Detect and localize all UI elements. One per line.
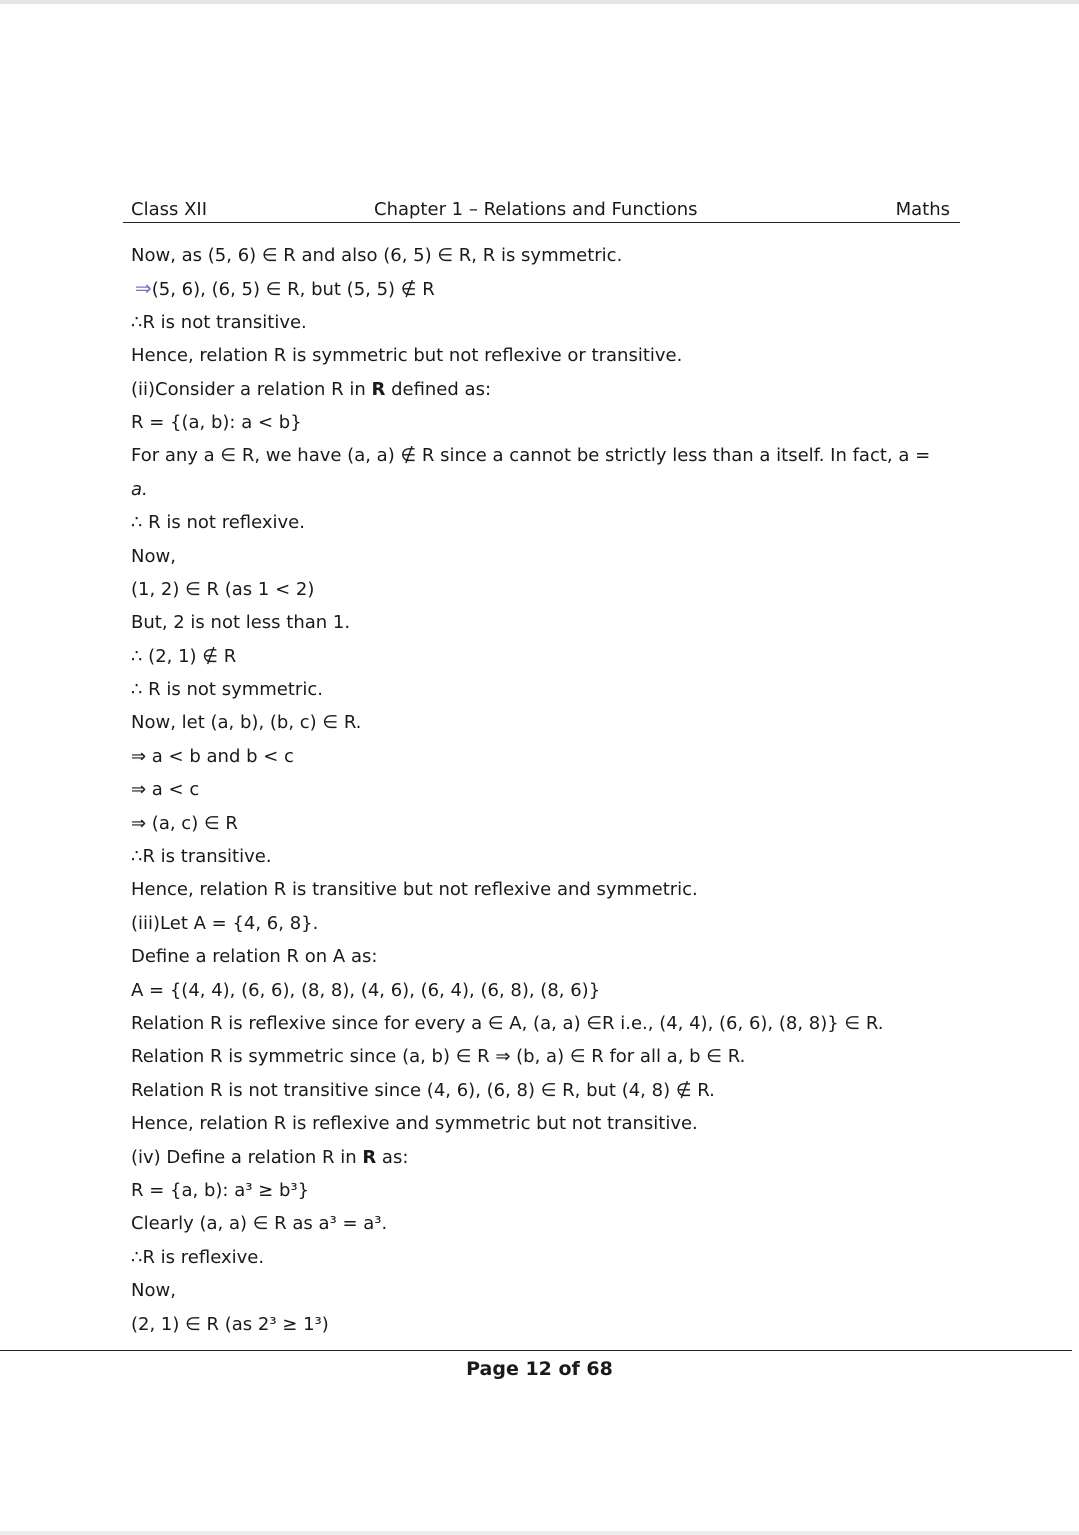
text-line: (ii)Consider a relation R in R defined as: <box>131 378 492 400</box>
bottom-edge <box>0 1531 1079 1535</box>
text-line: A = {(4, 4), (6, 6), (8, 8), (4, 6), (6, 4), (6, 8), (8, 6)} <box>131 979 601 1001</box>
text-line: Define a relation R on A as: <box>131 946 378 968</box>
text-line: (1, 2) ∈ R (as 1 < 2) <box>131 578 315 600</box>
text-line: ∴R is transitive. <box>131 846 272 868</box>
text-line: Hence, relation R is reflexive and symmetric but not transitive. <box>131 1113 698 1135</box>
text-line: Relation R is reflexive since for every a ∈ A, (a, a) ∈R i.e., (4, 4), (6, 6), (8, 8)} ∈ R. <box>131 1012 884 1034</box>
text-line: ∴ R is not reflexive. <box>131 512 305 534</box>
text-line: ∴R is not transitive. <box>131 311 307 333</box>
text-line: For any a ∈ R, we have (a, a) ∉ R since a cannot be strictly less than a itself. In fact, a = <box>131 445 931 467</box>
text-line: (2, 1) ∈ R (as 2³ ≥ 1³) <box>131 1313 329 1335</box>
text-line: ⇒(5, 6), (6, 5) ∈ R, but (5, 5) ∉ R <box>135 276 435 301</box>
text-line: Now, <box>131 1280 176 1302</box>
header-subject: Maths <box>895 199 950 220</box>
text-line: Hence, relation R is symmetric but not reflexive or transitive. <box>131 345 683 367</box>
text-line: But, 2 is not less than 1. <box>131 612 351 634</box>
text-line: ⇒ a < b and b < c <box>131 745 294 767</box>
text-line: Now, as (5, 6) ∈ R and also (6, 5) ∈ R, R is symmetric. <box>131 245 623 266</box>
text-line: ∴ (2, 1) ∉ R <box>131 645 237 667</box>
text-line: ∴ R is not symmetric. <box>131 679 323 701</box>
page-header <box>123 197 960 223</box>
text-line: R = {a, b): a³ ≥ b³} <box>131 1179 310 1201</box>
implies-arrow-icon: ⇒ <box>135 276 152 301</box>
text-line: ∴R is reflexive. <box>131 1246 265 1268</box>
header-class: Class XII <box>131 199 208 220</box>
page-body <box>131 239 961 1341</box>
text-line: ⇒ a < c <box>131 779 200 801</box>
text-line: ⇒ (a, c) ∈ R <box>131 812 238 834</box>
page-number: Page 12 of 68 <box>466 1358 613 1380</box>
header-chapter: Chapter 1 – Relations and Functions <box>374 199 698 220</box>
text-line: (iii)Let A = {4, 6, 8}. <box>131 912 319 934</box>
text-line: a. <box>131 478 148 500</box>
text-line: Clearly (a, a) ∈ R as a³ = a³. <box>131 1213 388 1235</box>
text-line: Now, <box>131 545 176 567</box>
top-edge <box>0 0 1079 4</box>
text-line: Relation R is not transitive since (4, 6), (6, 8) ∈ R, but (4, 8) ∉ R. <box>131 1079 715 1101</box>
footer-divider <box>0 1350 1072 1351</box>
text-line: Hence, relation R is transitive but not reflexive and symmetric. <box>131 879 698 901</box>
text-line: R = {(a, b): a < b} <box>131 411 302 433</box>
text-line: Now, let (a, b), (b, c) ∈ R. <box>131 712 362 734</box>
text-line: (iv) Define a relation R in R as: <box>131 1146 409 1168</box>
text-line: Relation R is symmetric since (a, b) ∈ R ⇒ (b, a) ∈ R for all a, b ∈ R. <box>131 1046 746 1068</box>
